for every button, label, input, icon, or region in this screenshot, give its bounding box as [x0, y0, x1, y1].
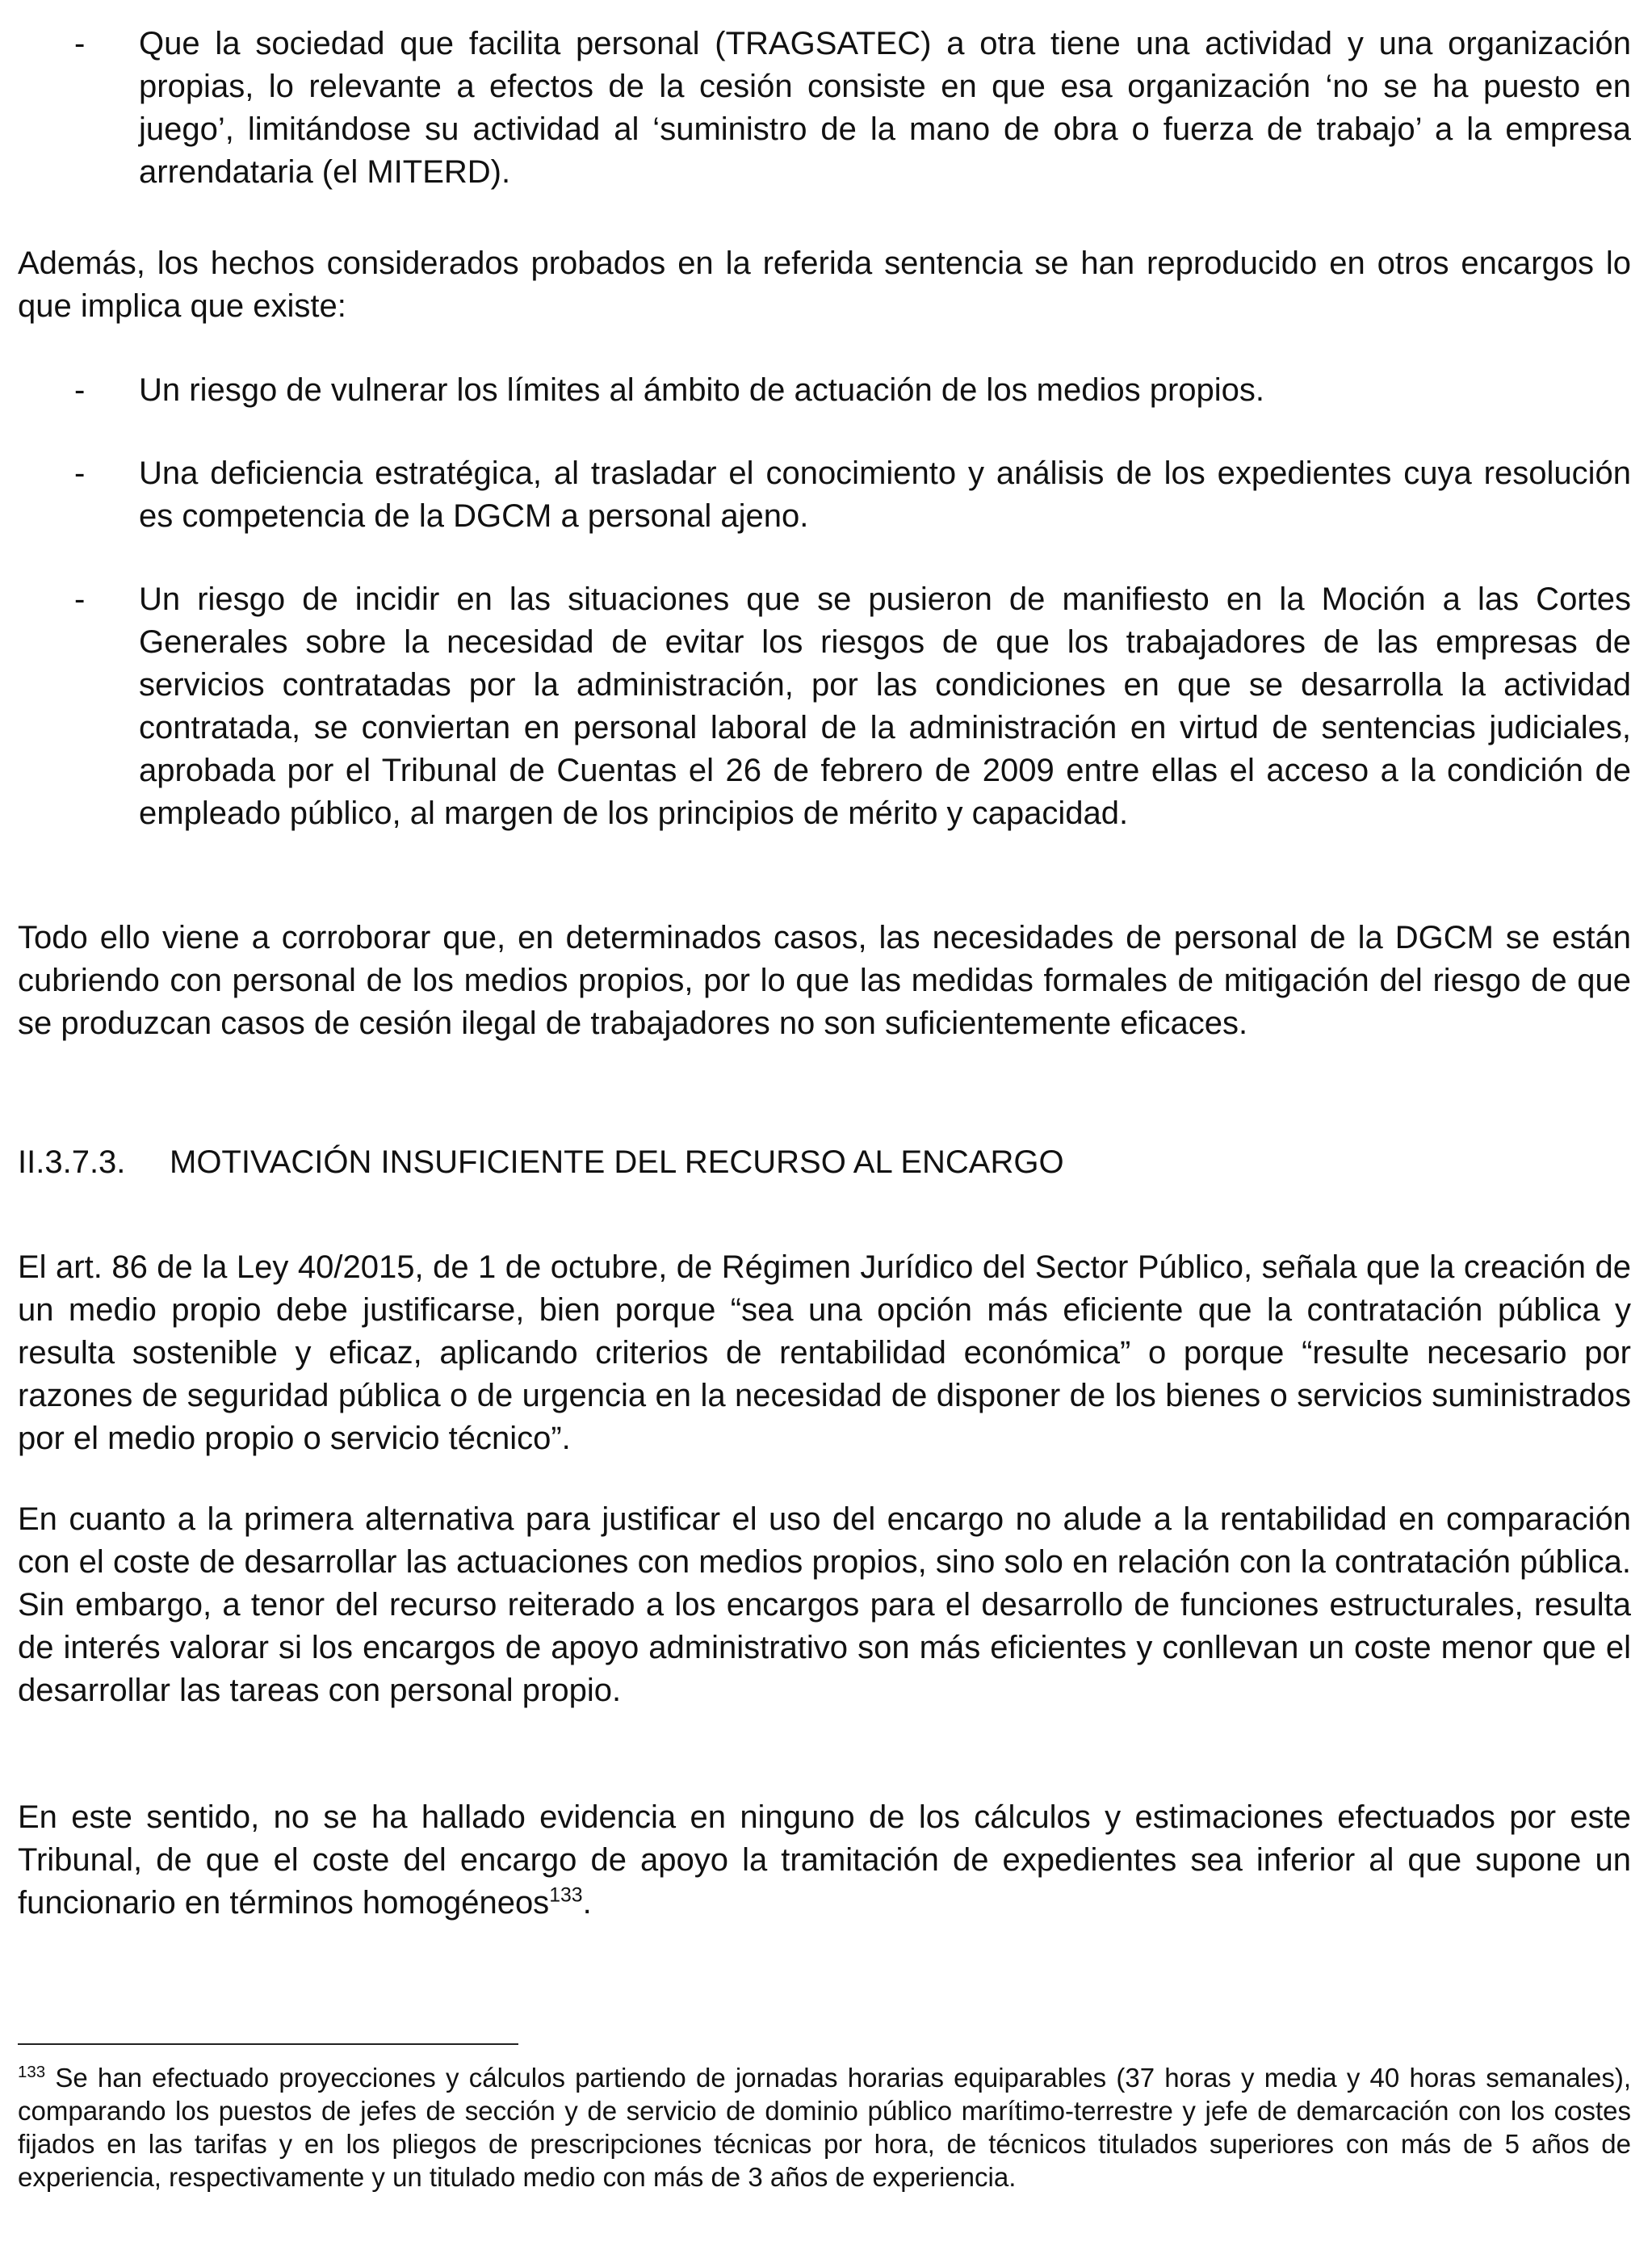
footnote: [18, 2061, 1631, 2194]
footnote-text: Se han efectuado proyecciones y cálculos partiendo de jornadas horarias equiparables (37 horas y media y 40 horas semanales), comparando los puestos de jefes de sección y de servicio de dominio público marítimo-terrestre y jefe de demarcación con los costes fijados en las tarifas y en los pliegos de prescripciones técnicas por hora, de técnicos titulados superiores con más de 5 años de experiencia, respectivamente y un titulado medio con más de 3 años de experiencia.: [18, 2063, 1631, 2192]
bullet-text: Un riesgo de vulnerar los límites al ámbito de actuación de los medios propios.: [139, 372, 1265, 408]
footnote-reference: 133: [549, 1884, 583, 1907]
paragraph-todo-ello: Todo ello viene a corroborar que, en determinados casos, las necesidades de personal de la DGCM se están cubriendo con personal de los medios propios, por lo que las medidas formales de mitigación del riesgo de que se produzcan casos de cesión ilegal de trabajadores no son suficientemente eficaces.: [18, 920, 1631, 1041]
paragraph-end: .: [582, 1885, 592, 1921]
paragraph-text: En este sentido, no se ha hallado evidencia en ninguno de los cálculos y estimaciones efectuados por este Tribunal, de que el coste del encargo de apoyo la tramitación de expedientes sea inferior al que supone un funcionario en términos homogéneos: [18, 1799, 1631, 1921]
bullet-text: Que la sociedad que facilita personal (TRAGSATEC) a otra tiene una actividad y una organización propias, lo relevante a efectos de la cesión consiste en que esa organización ‘no se ha puesto en juego’, limitándose su actividad al ‘suministro de la mano de obra o fuerza de trabajo’ a la empresa arrendataria (el MITERD).: [139, 26, 1631, 190]
paragraph-ademas: Además, los hechos considerados probados en la referida sentencia se han reproducido en otros encargos lo que implica que existe:: [18, 246, 1631, 324]
bullet-text: Una deficiencia estratégica, al trasladar el conocimiento y análisis de los expedientes cuya resolución es competencia de la DGCM a personal ajeno.: [139, 456, 1631, 534]
footnote-number: 133: [18, 2063, 46, 2081]
bullet-marker: -: [74, 456, 86, 491]
section-heading: [18, 1141, 1631, 1184]
paragraph-art-86: El art. 86 de la Ley 40/2015, de 1 de octubre, de Régimen Jurídico del Sector Público, señala que la creación de un medio propio debe justificarse, bien porque “sea una opción más eficiente que la contratación pública y resulta sostenible y eficaz, aplicando criterios de rentabilidad económica” o porque “resulte necesario por razones de seguridad pública o de urgencia en la necesidad de disponer de los bienes o servicios suministrados por el medio propio o servicio técnico”.: [18, 1249, 1631, 1456]
bullet-text: Un riesgo de incidir en las situaciones que se pusieron de manifiesto en la Moción a las Cortes Generales sobre la necesidad de evitar los riesgos de que los trabajadores de las empresas de servicios contratadas por la administración, por las condiciones en que se desarrolla la actividad contratada, se conviertan en personal laboral de la administración en virtud de sentencias judiciales, aprobada por el Tribunal de Cuentas el 26 de febrero de 2009 entre ellas el acceso a la condición de empleado público, al margen de los principios de mérito y capacidad.: [139, 581, 1631, 831]
bullet-marker: -: [74, 26, 86, 61]
paragraph-en-este-sentido: [18, 1796, 1631, 1925]
bullet-marker: -: [74, 372, 86, 408]
section-title: MOTIVACIÓN INSUFICIENTE DEL RECURSO AL ENCARGO: [170, 1144, 1064, 1180]
footnote-divider: [18, 2043, 518, 2045]
bullet-marker: -: [74, 581, 86, 617]
section-number: II.3.7.3.: [18, 1144, 126, 1180]
paragraph-en-cuanto: En cuanto a la primera alternativa para justificar el uso del encargo no alude a la rentabilidad en comparación con el coste de desarrollar las actuaciones con medios propios, sino solo en relación con la contratación pública. Sin embargo, a tenor del recurso reiterado a los encargos para el desarrollo de funciones estructurales, resulta de interés valorar si los encargos de apoyo administrativo son más eficientes y conllevan un coste menor que el desarrollar las tareas con personal propio.: [18, 1501, 1631, 1708]
